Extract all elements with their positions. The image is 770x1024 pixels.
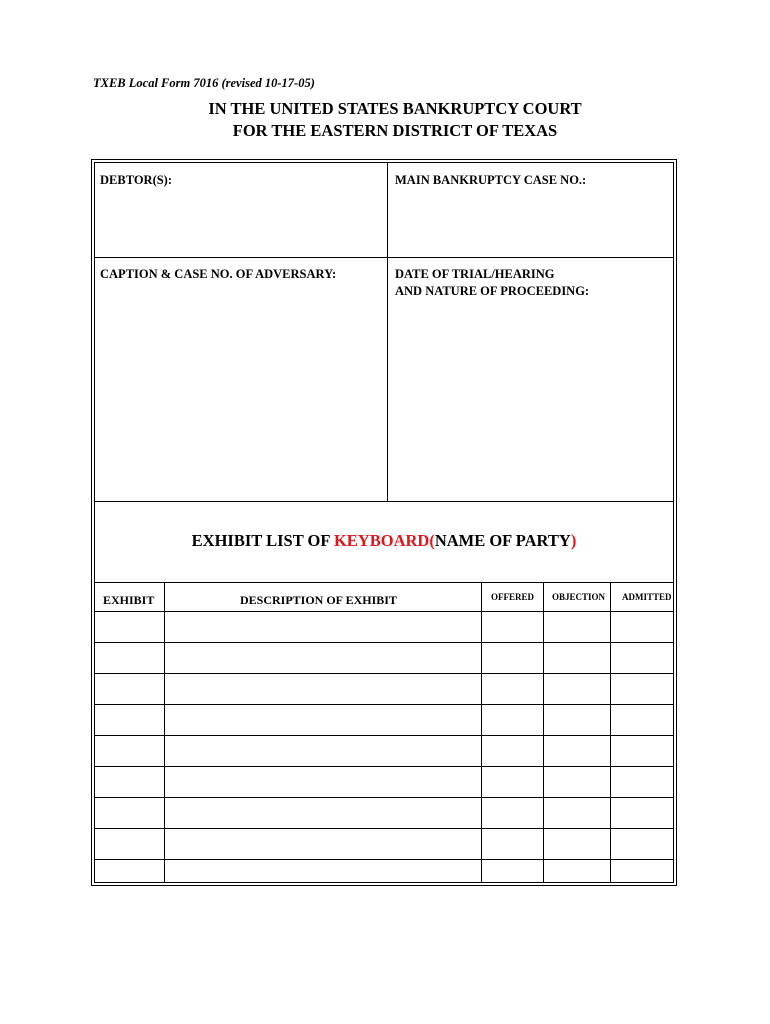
offered-cell[interactable]	[481, 860, 543, 891]
description-cell[interactable]	[164, 829, 481, 860]
court-title-line1: IN THE UNITED STATES BANKRUPTCY COURT	[208, 99, 582, 118]
party-name-fill[interactable]: KEYBOARD	[333, 531, 430, 550]
close-paren: )	[570, 531, 577, 550]
offered-cell[interactable]	[481, 674, 543, 705]
description-cell[interactable]	[164, 798, 481, 829]
divider-caption	[95, 501, 673, 502]
col-header-admitted: ADMITTED	[622, 592, 672, 602]
offered-cell[interactable]	[481, 705, 543, 736]
offered-cell[interactable]	[481, 767, 543, 798]
exhibit-cell[interactable]	[95, 674, 164, 705]
objection-cell[interactable]	[543, 798, 610, 829]
admitted-cell[interactable]	[610, 674, 675, 705]
table-row	[95, 611, 673, 643]
admitted-cell[interactable]	[610, 798, 675, 829]
offered-cell[interactable]	[481, 798, 543, 829]
description-cell[interactable]	[164, 736, 481, 767]
table-row	[95, 735, 673, 767]
exhibit-title-prefix: EXHIBIT LIST OF	[191, 531, 334, 550]
offered-cell[interactable]	[481, 643, 543, 674]
admitted-cell[interactable]	[610, 767, 675, 798]
objection-cell[interactable]	[543, 829, 610, 860]
description-cell[interactable]	[164, 674, 481, 705]
divider-debtor	[95, 257, 673, 258]
description-cell[interactable]	[164, 860, 481, 891]
table-row	[95, 766, 673, 798]
exhibit-cell[interactable]	[95, 643, 164, 674]
form-inner-frame	[94, 162, 674, 883]
description-cell[interactable]	[164, 705, 481, 736]
admitted-cell[interactable]	[610, 860, 675, 891]
table-row	[95, 797, 673, 829]
exhibit-cell[interactable]	[95, 767, 164, 798]
table-row	[95, 704, 673, 736]
exhibit-cell[interactable]	[95, 798, 164, 829]
description-cell[interactable]	[164, 612, 481, 643]
exhibit-cell[interactable]	[95, 860, 164, 891]
exhibit-cell[interactable]	[95, 736, 164, 767]
divider-exhibit-title	[95, 582, 673, 583]
form-frame	[91, 159, 677, 886]
admitted-cell[interactable]	[610, 643, 675, 674]
party-name-label: NAME OF PARTY	[434, 531, 571, 550]
debtors-field[interactable]: DEBTOR(S):	[100, 173, 173, 187]
open-paren: (	[429, 531, 435, 550]
exhibit-cell[interactable]	[95, 705, 164, 736]
admitted-cell[interactable]	[610, 736, 675, 767]
exhibit-cell[interactable]	[95, 829, 164, 860]
admitted-cell[interactable]	[610, 705, 675, 736]
objection-cell[interactable]	[543, 705, 610, 736]
col-header-description: DESCRIPTION OF EXHIBIT	[240, 593, 397, 607]
col-header-exhibit: EXHIBIT	[103, 593, 155, 607]
objection-cell[interactable]	[543, 674, 610, 705]
description-cell[interactable]	[164, 767, 481, 798]
table-row	[95, 673, 673, 705]
exhibit-cell[interactable]	[95, 612, 164, 643]
offered-cell[interactable]	[481, 736, 543, 767]
court-title-line2: FOR THE EASTERN DISTRICT OF TEXAS	[232, 121, 558, 140]
caption-field[interactable]: CAPTION & CASE NO. OF ADVERSARY:	[100, 267, 337, 281]
objection-cell[interactable]	[543, 612, 610, 643]
admitted-cell[interactable]	[610, 612, 675, 643]
offered-cell[interactable]	[481, 829, 543, 860]
col-header-offered: OFFERED	[491, 592, 535, 602]
objection-cell[interactable]	[543, 860, 610, 891]
offered-cell[interactable]	[481, 612, 543, 643]
main-case-field[interactable]: MAIN BANKRUPTCY CASE NO.:	[395, 173, 587, 187]
table-row	[95, 859, 673, 891]
objection-cell[interactable]	[543, 643, 610, 674]
form-id: TXEB Local Form 7016 (revised 10-17-05)	[93, 76, 315, 90]
objection-cell[interactable]	[543, 767, 610, 798]
divider-vertical-top	[387, 163, 388, 501]
court-title	[0, 98, 770, 142]
trial-date-label-line2: AND NATURE OF PROCEEDING:	[395, 284, 590, 298]
table-row	[95, 642, 673, 674]
objection-cell[interactable]	[543, 736, 610, 767]
description-cell[interactable]	[164, 643, 481, 674]
trial-date-field[interactable]	[395, 266, 589, 300]
admitted-cell[interactable]	[610, 829, 675, 860]
col-header-objection: OBJECTION	[552, 592, 606, 602]
table-row	[95, 828, 673, 860]
trial-date-label-line1: DATE OF TRIAL/HEARING	[395, 267, 555, 281]
exhibit-list-title	[95, 531, 673, 551]
